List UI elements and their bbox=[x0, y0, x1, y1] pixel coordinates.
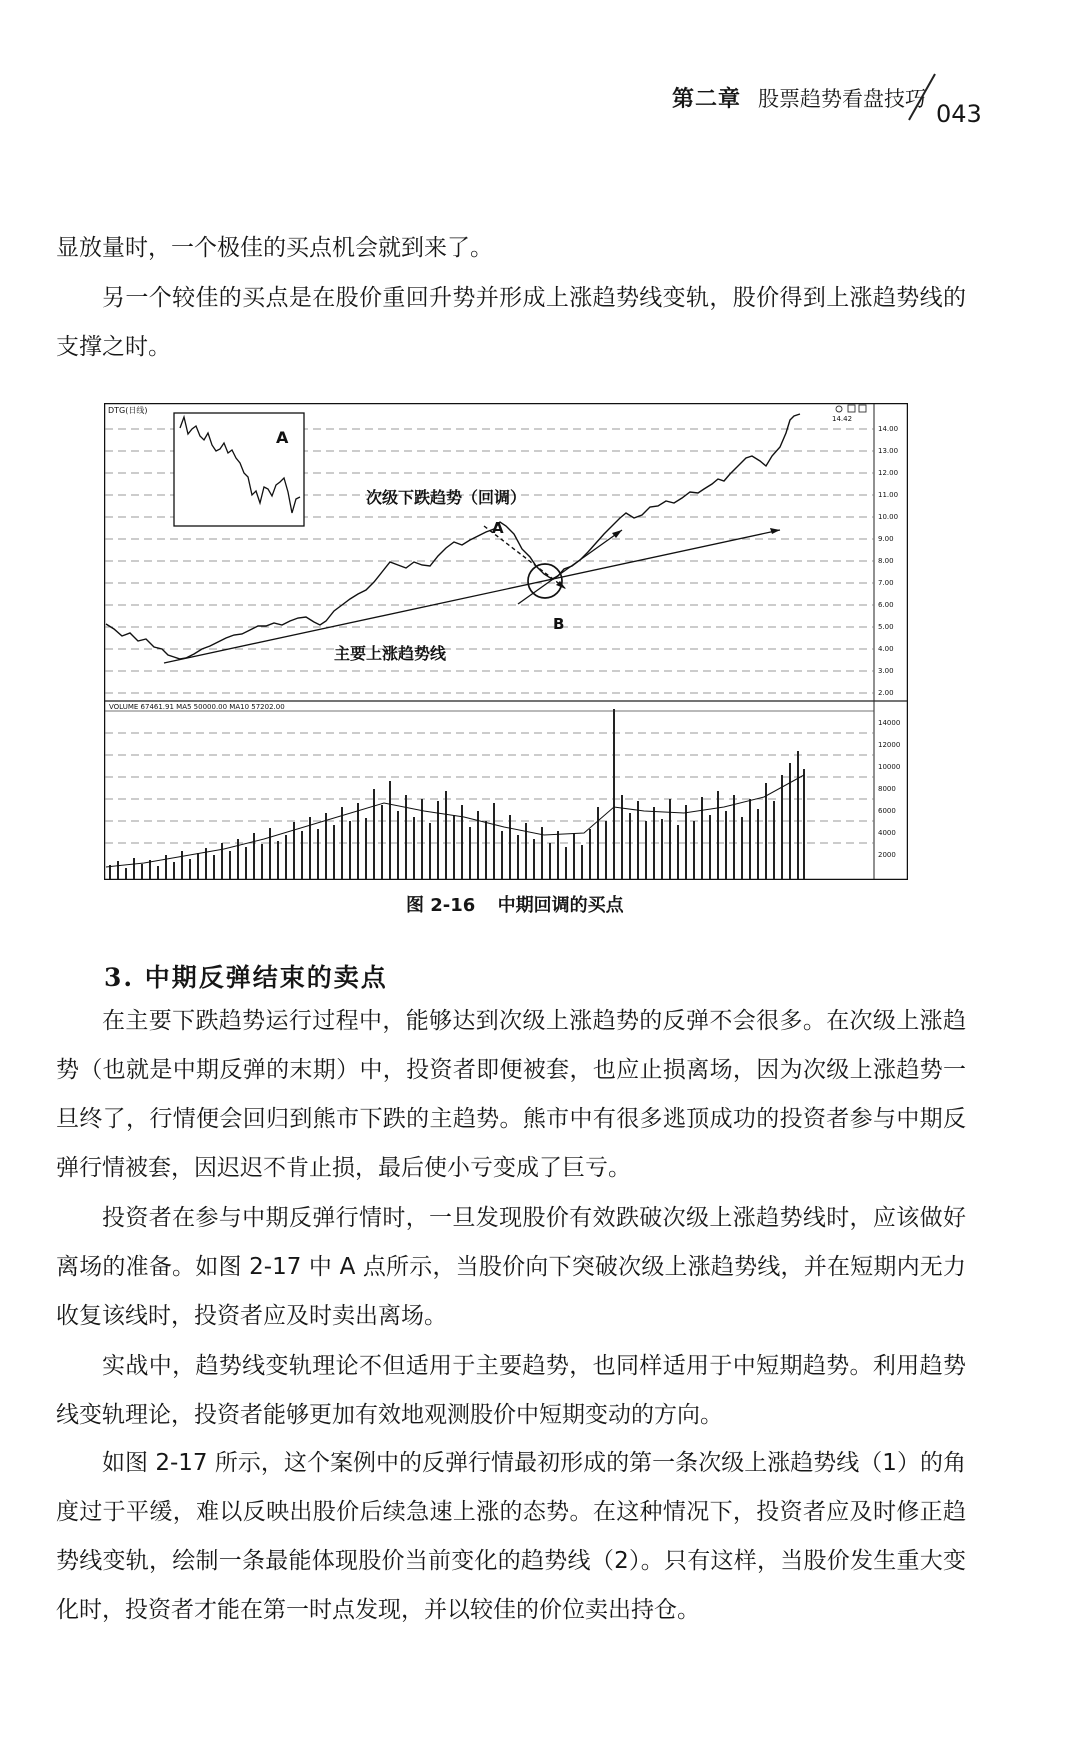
price-tick: 11.00 bbox=[878, 491, 899, 499]
volume-tick: 8000 bbox=[878, 785, 896, 793]
header-slash-icon bbox=[905, 70, 939, 124]
paragraph: 在主要下跌趋势运行过程中，能够达到次级上涨趋势的反弹不会很多。在次级上涨趋势（也就是中期反弹的末期）中，投资者即便被套，也应止损离场，因为次级上涨趋势一旦终了，行情便会回归到熊市下跌的主趋势。熊市中有很多逃顶成功的投资者参与中期反弹行情被套，因迟迟不肯止损，最后使小亏变成了巨亏。 bbox=[56, 1008, 966, 1181]
stock-chart-figure bbox=[104, 403, 908, 880]
price-tick: 5.00 bbox=[878, 623, 894, 631]
volume-tick: 2000 bbox=[878, 851, 896, 859]
price-tick: 4.00 bbox=[878, 645, 894, 653]
price-tick: 3.00 bbox=[878, 667, 894, 675]
volume-tick: 4000 bbox=[878, 829, 896, 837]
volume-tick: 6000 bbox=[878, 807, 896, 815]
chart-svg bbox=[104, 403, 908, 880]
paragraph-continuation: 显放量时，一个极佳的买点机会就到来了。 bbox=[56, 235, 493, 261]
price-tick: 12.00 bbox=[878, 469, 899, 477]
section-heading: 3. 中期反弹结束的卖点 bbox=[104, 963, 388, 992]
sub-trend-annotation: 次级下跌趋势（回调） bbox=[366, 488, 527, 507]
price-tick: 10.00 bbox=[878, 513, 899, 521]
price-tick: 7.00 bbox=[878, 579, 894, 587]
price-tick: 8.00 bbox=[878, 557, 894, 565]
chart-top-label: DTG(日线) bbox=[108, 406, 148, 415]
volume-label: VOLUME 67461.91 MA5 50000.00 MA10 57202.00 bbox=[109, 703, 285, 711]
price-tick: 2.00 bbox=[878, 689, 894, 697]
main-trend-annotation: 主要上涨趋势线 bbox=[334, 644, 447, 663]
price-high-label: 14.42 bbox=[832, 415, 853, 423]
price-tick: 9.00 bbox=[878, 535, 894, 543]
page-number: 043 bbox=[936, 100, 982, 128]
paragraph: 实战中，趋势线变轨理论不但适用于主要趋势，也同样适用于中短期趋势。利用趋势线变轨理论，投资者能够更加有效地观测股价中短期变动的方向。 bbox=[56, 1353, 966, 1428]
chapter-title: 股票趋势看盘技巧 bbox=[758, 87, 926, 111]
price-tick: 13.00 bbox=[878, 447, 899, 455]
point-b-label: B bbox=[553, 615, 565, 633]
figure-title: 中期回调的买点 bbox=[497, 895, 624, 916]
paragraph: 投资者在参与中期反弹行情时，一旦发现股价有效跌破次级上涨趋势线时，应该做好离场的准备。如图 2-17 中 A 点所示，当股价向下突破次级上涨趋势线，并在短期内无力收复该线时，投资者应及时卖出离场。 bbox=[56, 1205, 966, 1329]
inset-label: A bbox=[276, 428, 289, 447]
price-tick: 6.00 bbox=[878, 601, 894, 609]
volume-tick: 10000 bbox=[878, 763, 901, 771]
point-a-label: A bbox=[492, 519, 504, 537]
chapter-label: 第二章 bbox=[672, 87, 742, 112]
volume-tick: 14000 bbox=[878, 719, 901, 727]
volume-tick: 12000 bbox=[878, 741, 901, 749]
paragraph: 如图 2-17 所示，这个案例中的反弹行情最初形成的第一条次级上涨趋势线（1）的角度过于平缓，难以反映出股价后续急速上涨的态势。在这种情况下，投资者应及时修正趋势线变轨，绘制一条最能体现股价当前变化的趋势线（2）。只有这样，当股价发生重大变化时，投资者才能在第一时点发现，并以较佳的价位卖出持仓。 bbox=[56, 1450, 966, 1623]
figure-number: 图 2-16 bbox=[406, 895, 476, 916]
paragraph: 另一个较佳的买点是在股价重回升势并形成上涨趋势线变轨，股价得到上涨趋势线的支撑之时。 bbox=[56, 285, 966, 360]
price-tick: 14.00 bbox=[878, 425, 899, 433]
figure-caption bbox=[406, 891, 640, 917]
